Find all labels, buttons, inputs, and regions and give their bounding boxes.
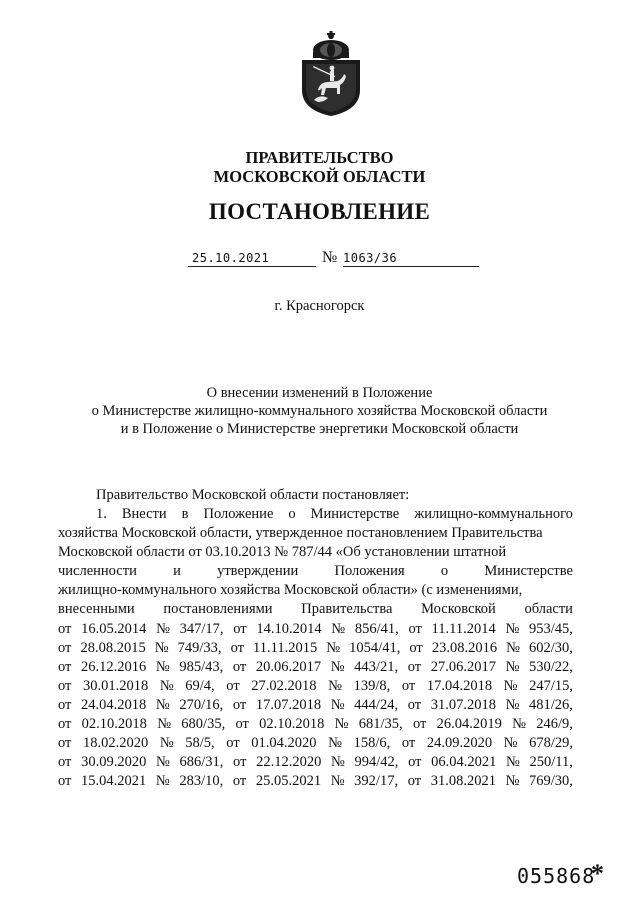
body-word: 444/24,	[354, 696, 399, 713]
body-word: о	[288, 506, 296, 522]
body-word: от	[407, 696, 422, 713]
body-word: утверждении	[217, 563, 299, 580]
body-line	[58, 562, 573, 581]
body-word: 01.04.2020	[251, 735, 317, 752]
body-word: о	[440, 563, 449, 580]
document-subject	[0, 384, 639, 438]
body-word: от	[226, 735, 240, 752]
body-word: №	[505, 696, 520, 713]
body-word: 06.04.2021	[431, 754, 497, 771]
body-line	[58, 581, 573, 600]
body-word: №	[331, 754, 345, 771]
body-word: 247/15,	[529, 677, 573, 694]
body-word: №	[154, 639, 169, 656]
registration-date: 25.10.2021	[188, 251, 316, 267]
body-word: Правительства	[301, 601, 393, 618]
body-word: от	[408, 754, 422, 771]
body-word: 16.05.2014	[81, 620, 147, 637]
body-word: от	[232, 658, 247, 675]
body-word: 02.10.2018	[259, 716, 325, 733]
body-word: постановлениями	[163, 601, 273, 618]
body-word: 392/17,	[354, 773, 399, 790]
body-word: №	[506, 754, 520, 771]
body-word: от	[58, 677, 72, 694]
body-line	[58, 696, 573, 715]
body-word: №	[155, 696, 170, 713]
body-word: 283/10,	[179, 773, 224, 790]
body-line	[58, 715, 573, 734]
body-line	[58, 505, 573, 524]
body-word: 481/26,	[529, 696, 573, 713]
document-type-title: ПОСТАНОВЛЕНИЕ	[208, 199, 431, 224]
body-word: от	[233, 754, 247, 771]
body-line	[58, 734, 573, 753]
coat-of-arms-emblem	[296, 28, 366, 118]
body-word: от	[407, 773, 422, 790]
body-word: №	[505, 620, 520, 637]
body-word: 31.07.2018	[430, 696, 496, 713]
body-word: 686/31,	[179, 754, 224, 771]
body-word: 17.04.2018	[426, 677, 493, 694]
crown-icon	[313, 31, 349, 60]
registration-number: 1063/36	[343, 251, 479, 267]
body-word: 678/29,	[529, 735, 573, 752]
body-word: №	[330, 773, 345, 790]
body-word: от	[58, 639, 72, 656]
body-line	[58, 543, 573, 562]
body-word: 11.11.2015	[253, 639, 318, 656]
body-word: от	[58, 735, 72, 752]
body-word: от	[230, 639, 244, 656]
body-word: №	[155, 658, 170, 675]
body-word: 26.12.2016	[81, 658, 147, 675]
body-word: 17.07.2018	[255, 696, 322, 713]
document-body	[58, 505, 573, 791]
body-word: от	[58, 696, 72, 713]
body-word: №	[156, 620, 170, 637]
subject-line: и в Положение о Министерстве энергетики Московской области	[120, 421, 519, 437]
body-word: №	[505, 658, 520, 675]
body-word: 602/30,	[529, 639, 573, 656]
body-word: №	[330, 696, 345, 713]
body-word: №	[159, 677, 174, 694]
body-line	[58, 772, 573, 791]
body-word: от	[58, 754, 72, 771]
body-word: от	[407, 658, 422, 675]
body-line	[58, 524, 573, 543]
body-word: от	[226, 677, 240, 694]
body-word: жилищно-коммунального хозяйства Московской области» (с изменениями,	[58, 582, 523, 599]
body-word: 749/33,	[177, 639, 222, 656]
body-word: 18.02.2020	[83, 735, 149, 752]
resolution-intro: Правительство Московской области постановляет:	[96, 487, 410, 503]
body-word: №	[503, 735, 518, 752]
body-word: 24.04.2018	[81, 696, 147, 713]
body-word: 23.08.2016	[431, 639, 498, 656]
body-word: 250/11,	[529, 754, 573, 771]
body-word: от	[232, 773, 247, 790]
body-word: 681/35,	[358, 716, 403, 733]
body-word: №	[328, 735, 342, 752]
body-word: от	[58, 773, 72, 790]
body-line	[58, 658, 573, 677]
body-line	[58, 753, 573, 772]
body-word: 27.06.2017	[430, 658, 496, 675]
body-word: №	[155, 754, 170, 771]
body-line	[58, 639, 573, 658]
body-word: 985/43,	[179, 658, 224, 675]
number-sign: №	[322, 249, 338, 266]
body-word: от	[408, 620, 422, 637]
body-word: 25.05.2021	[255, 773, 322, 790]
body-word: 158/6,	[353, 735, 391, 752]
body-word: от	[58, 658, 72, 675]
body-word: хозяйства Московской области, утвержденное постановлением Правительства	[58, 525, 543, 542]
body-word: 953/45,	[528, 620, 573, 637]
body-word: 26.04.2019	[436, 716, 502, 733]
body-line	[58, 600, 573, 619]
body-line	[58, 677, 573, 696]
body-word: от	[58, 716, 72, 733]
government-name-line1: ПРАВИТЕЛЬСТВО	[245, 148, 394, 167]
body-word: 139/8,	[353, 677, 391, 694]
body-word: внесенными	[58, 601, 135, 618]
serial-number: 055868	[517, 864, 596, 888]
body-word: 30.09.2020	[81, 754, 147, 771]
body-word: №	[505, 773, 520, 790]
body-word: 11.11.2014	[431, 620, 496, 637]
body-word: 680/35,	[181, 716, 226, 733]
body-word: №	[334, 716, 349, 733]
body-word: №	[512, 716, 526, 733]
asterisk-mark: *	[591, 859, 604, 888]
body-word: 27.02.2018	[251, 677, 317, 694]
body-word: и	[173, 563, 181, 580]
body-word: 530/22,	[529, 658, 573, 675]
body-word: от	[232, 696, 247, 713]
body-word: 1054/41,	[349, 639, 401, 656]
body-word: 22.12.2020	[256, 754, 322, 771]
body-word: Положения	[334, 563, 405, 580]
body-word: №	[328, 677, 342, 694]
body-word: от	[58, 620, 72, 637]
body-word: 69/4,	[185, 677, 215, 694]
body-word: 20.06.2017	[255, 658, 322, 675]
body-word: от	[409, 639, 423, 656]
body-word: Московской области от 03.10.2013 № 787/44 «Об установлении штатной	[58, 544, 507, 561]
body-word: 02.10.2018	[81, 716, 147, 733]
body-word: №	[155, 773, 170, 790]
body-word: №	[503, 677, 518, 694]
body-word: от	[233, 620, 247, 637]
body-word: 347/17,	[179, 620, 224, 637]
body-word: 1.	[96, 506, 107, 522]
body-word: 270/16,	[179, 696, 224, 713]
body-word: Московской	[421, 601, 496, 618]
body-word: 14.10.2014	[256, 620, 322, 637]
body-word: 58/5,	[185, 735, 215, 752]
body-word: 994/42,	[354, 754, 399, 771]
subject-line: о Министерстве жилищно-коммунального хозяйства Московской области	[91, 403, 548, 419]
body-word: 31.08.2021	[430, 773, 496, 790]
body-word: Министерстве	[310, 506, 400, 522]
city-name: г. Красногорск	[274, 298, 365, 314]
body-word: №	[330, 658, 345, 675]
body-word: №	[159, 735, 174, 752]
body-word: в	[181, 506, 189, 522]
body-word: жилищно-коммунального	[414, 506, 573, 522]
body-word: от	[401, 677, 416, 694]
body-word: от	[235, 716, 249, 733]
body-word: Положение	[203, 506, 274, 522]
body-word: 856/41,	[354, 620, 399, 637]
body-word: 443/21,	[354, 658, 399, 675]
body-word: 769/30,	[529, 773, 573, 790]
body-word: численности	[58, 563, 137, 580]
body-word: №	[331, 620, 346, 637]
body-word: 28.08.2015	[80, 639, 146, 656]
body-word: Министерстве	[484, 563, 573, 580]
body-word: от	[412, 716, 427, 733]
body-word: 30.01.2018	[83, 677, 149, 694]
body-word: №	[506, 639, 520, 656]
body-word: области	[524, 601, 573, 618]
body-word: №	[326, 639, 341, 656]
body-word: от	[401, 735, 416, 752]
body-word: 246/9,	[536, 716, 573, 733]
body-word: 24.09.2020	[426, 735, 493, 752]
subject-line: О внесении изменений в Положение	[206, 385, 433, 401]
government-name-line2: МОСКОВСКОЙ ОБЛАСТИ	[213, 167, 426, 186]
body-word: №	[157, 716, 172, 733]
body-word: Внести	[121, 506, 167, 522]
body-word: 15.04.2021	[81, 773, 147, 790]
body-line	[58, 620, 573, 639]
